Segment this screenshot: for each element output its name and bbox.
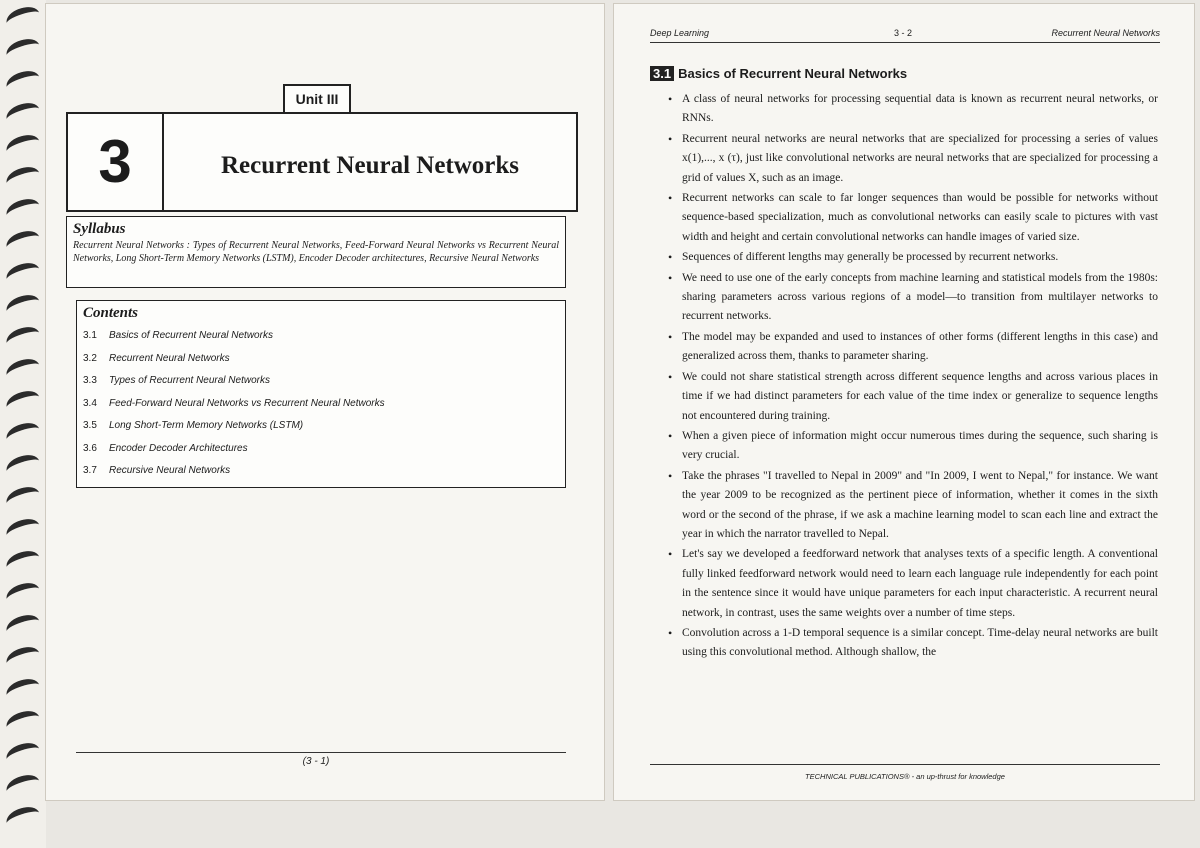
spiral-coil: [4, 355, 43, 385]
running-head: [650, 28, 1160, 43]
contents-item-number: 3.4: [83, 397, 97, 409]
contents-box: [76, 300, 566, 488]
syllabus-box: [66, 216, 566, 288]
contents-heading: Contents: [83, 305, 139, 321]
bullet-item: • Take the phrases "I travelled to Nepal in 2009" and "In 2009, I went to Nepal," for instance. We want the year 2009 to be recognized as the pertinent piece of information, whether it comes in the sixth word or the second of the phrase, if we ask a machine learning model to scan each line and extract the year in which the narrator travelled to Nepal.: [666, 467, 1158, 545]
spiral-coil: [4, 675, 43, 705]
running-head-book: Deep Learning: [650, 28, 710, 38]
spiral-coil: [4, 35, 43, 65]
spiral-coil: [4, 771, 43, 801]
bullet-item: • Convolution across a 1-D temporal sequence is a similar concept. Time-delay neural networks are built using this convolutional method. Although shallow, the: [666, 624, 1158, 663]
contents-item-number: 3.1: [83, 330, 97, 341]
spiral-coil: [4, 387, 43, 417]
bullet-item: • Let's say we developed a feedforward network that analyses texts of a specific length. A conventional fully linked feedforward network would need to learn each language rule independently for each point in the sentence since it would have unique parameters for each input characteristic. A recurrent neural network, in contrast, uses the same weights over a number of time steps.: [666, 545, 1158, 623]
spiral-binding: [0, 0, 46, 848]
syllabus-heading: Syllabus: [73, 221, 126, 237]
contents-item-title: Encoder Decoder Architectures: [109, 442, 248, 454]
footer-rule: [76, 752, 566, 753]
contents-item: [83, 443, 559, 466]
contents-item-title: Recursive Neural Networks: [109, 465, 231, 476]
spiral-coil: [4, 483, 43, 513]
bullet-item: • Recurrent networks can scale to far longer sequences than would be possible for networks without sequence-based specialization, much as convolutional networks can easily scale to pictures with vast width and height and certain convolutional networks can handle images of varied size.: [666, 189, 1158, 247]
spiral-coil: [4, 163, 43, 193]
section-heading: [650, 66, 907, 81]
contents-item-title: Feed-Forward Neural Networks vs Recurrent Neural Networks: [109, 397, 385, 409]
spiral-coil: [4, 3, 43, 33]
spiral-coil: [4, 259, 43, 289]
contents-item-number: 3.5: [83, 420, 97, 431]
bullet-item: • We need to use one of the early concepts from machine learning and statistical models from the 1980s: sharing parameters across various regions of a model—to transition from multilayer networks to recurrent networks.: [666, 269, 1158, 327]
contents-item-title: Basics of Recurrent Neural Networks: [109, 330, 273, 341]
bullet-item: • Recurrent neural networks are neural networks that are specialized for processing a series of values x(1),..., x (τ), just like convolutional networks are neural networks that are specialized for processing a grid of values X, such as an image.: [666, 130, 1158, 188]
spiral-coil: [4, 515, 43, 545]
spiral-coil: [4, 99, 43, 129]
chapter-number: 3: [68, 114, 164, 210]
spiral-coil: [4, 419, 43, 449]
running-head-page: 3 - 2: [894, 28, 913, 38]
publisher-footer: TECHNICAL PUBLICATIONS® - an up-thrust for knowledge: [805, 772, 1005, 781]
spiral-coil: [4, 739, 43, 769]
contents-item-title: Recurrent Neural Networks: [109, 352, 230, 364]
spiral-coil: [4, 547, 43, 577]
contents-item-title: Types of Recurrent Neural Networks: [109, 375, 270, 386]
running-head-chapter: Recurrent Neural Networks: [1051, 28, 1160, 38]
chapter-header: [66, 112, 578, 212]
bullet-item: • A class of neural networks for processing sequential data is known as recurrent neural networks, or RNNs.: [666, 90, 1158, 129]
spiral-coil: [4, 323, 43, 353]
bullet-item: • The model may be expanded and used to instances of other forms (different lengths in this case) and generalized across them, thanks to parameter sharing.: [666, 328, 1158, 367]
contents-item-title: Long Short-Term Memory Networks (LSTM): [109, 420, 304, 431]
spiral-coil: [4, 131, 43, 161]
bullet-list: [666, 90, 1158, 664]
page-number: (3 - 1): [302, 756, 330, 767]
bullet-item: • Sequences of different lengths may generally be processed by recurrent networks.: [666, 248, 1158, 267]
spiral-coil: [4, 707, 43, 737]
spiral-coil: [4, 195, 43, 225]
section-number: 3.1: [650, 66, 674, 81]
contents-item-number: 3.7: [83, 465, 97, 476]
contents-item: [83, 398, 559, 421]
spiral-coil: [4, 611, 43, 641]
spiral-coil: [4, 227, 43, 257]
contents-item: [83, 375, 559, 398]
contents-item-number: 3.3: [83, 375, 97, 386]
spiral-coil: [4, 643, 43, 673]
contents-item: [83, 420, 559, 443]
bullet-item: • When a given piece of information might occur numerous times during the sequence, such sharing is very crucial.: [666, 427, 1158, 466]
contents-item: [83, 330, 559, 353]
chapter-title: Recurrent Neural Networks: [220, 152, 520, 179]
unit-label: Unit III: [283, 84, 351, 114]
spiral-coil: [4, 291, 43, 321]
spiral-coil: [4, 803, 43, 833]
contents-item-number: 3.6: [83, 442, 97, 454]
contents-item: [83, 465, 559, 488]
contents-item: [83, 353, 559, 376]
spiral-coil: [4, 579, 43, 609]
left-page: [46, 4, 604, 800]
bullet-item: • We could not share statistical strength across different sequence lengths and across various places in time if we had distinct parameters for each value of the time index or generalize to sequence lengths not encountered during training.: [666, 368, 1158, 426]
right-page: [614, 4, 1194, 800]
footer-rule: [650, 764, 1160, 765]
contents-item-number: 3.2: [83, 352, 97, 364]
spiral-coil: [4, 67, 43, 97]
syllabus-text: Recurrent Neural Networks : Types of Recurrent Neural Networks, Feed-Forward Neural Networks vs Recurrent Neural Networks, Long Short-Term Memory Networks (LSTM), Encoder Decoder architectures, Recursive Neural Networks: [73, 240, 559, 264]
section-title: Basics of Recurrent Neural Networks: [678, 66, 908, 81]
spiral-coil: [4, 451, 43, 481]
